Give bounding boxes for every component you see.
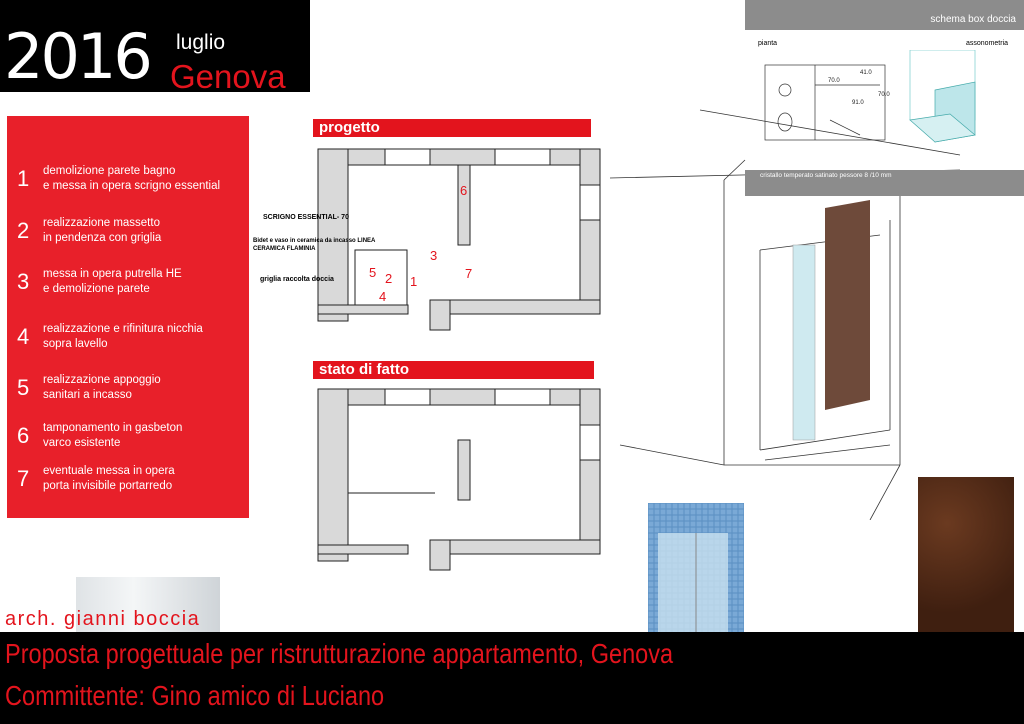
step-number: 4 [17,324,30,349]
step-item [7,322,249,366]
step-line: in pendenza con griglia [43,232,162,244]
plan-number: 6 [460,183,468,198]
step-number: 6 [17,423,30,448]
client-line: Committente: Gino amico di Luciano [5,680,385,711]
schema-header [745,0,1024,30]
step-number: 1 [17,166,30,191]
plan-number: 2 [385,271,393,286]
step-number: 5 [17,375,30,400]
step-line: realizzazione e rifinitura nicchia [43,323,203,335]
section-progetto [313,119,591,137]
scrigno-label: SCRIGNO ESSENTIAL- 70 [263,214,349,221]
bidet-label-2: CERAMICA FLAMINIA [253,246,316,252]
step-line: sanitari a incasso [43,389,132,401]
step-number: 7 [17,466,30,491]
steps-box [7,116,249,518]
architect-name: arch. gianni boccia [5,608,201,630]
dim-label: 91.0 [852,100,864,106]
step-number: 2 [17,218,30,243]
step-item [7,267,249,311]
plan-number: 5 [369,265,377,280]
step-line: tamponamento in gasbeton [43,422,183,434]
step-item [7,464,249,508]
section-stato-label: stato di fatto [319,361,409,378]
bidet-label: Bidet e vaso in ceramica da incasso LINEA [253,238,376,244]
step-line: demolizione parete bagno [43,165,176,177]
step-line: realizzazione appoggio [43,374,161,386]
plan-number: 1 [410,274,418,289]
step-line: varco esistente [43,437,121,449]
rust-finish-sample [918,477,1014,632]
step-line: sopra lavello [43,338,108,350]
dim-label: 41.0 [860,70,872,76]
step-item [7,373,249,417]
step-number: 3 [17,269,30,294]
shower-schema-drawing [760,50,1020,168]
step-line: eventuale messa in opera [43,465,175,477]
dim-label: 70.0 [828,78,840,84]
mosaic-shower-photo [648,503,744,632]
section-progetto-label: progetto [319,119,380,136]
dim-label: 70.0 [878,92,890,98]
plan-number: 3 [430,248,438,263]
plan-number: 4 [379,289,387,304]
step-line: realizzazione massetto [43,217,160,229]
pianta-label: pianta [758,40,778,47]
month: luglio [176,31,226,54]
step-item [7,216,249,260]
city: Genova [170,58,286,95]
assonometria-label: assonometria [966,40,1009,47]
step-line: messa in opera putrella HE [43,268,182,280]
plan-number: 7 [465,266,473,281]
step-line: e messa in opera scrigno essential [43,180,221,192]
schema-title: schema box doccia [930,14,1016,25]
step-line: e demolizione parete [43,283,150,295]
step-line: porta invisibile portarredo [43,480,173,492]
griglia-label: griglia raccolta doccia [260,276,334,283]
floor-plans [310,140,610,580]
step-item [7,164,249,208]
project-title: Proposta progettuale per ristrutturazione appartamento, Genova [5,638,674,669]
year: 2016 [4,20,150,93]
glass-spec-label: cristallo temperato satinato pessore 8 /10 mm [760,172,892,179]
step-item [7,421,249,465]
